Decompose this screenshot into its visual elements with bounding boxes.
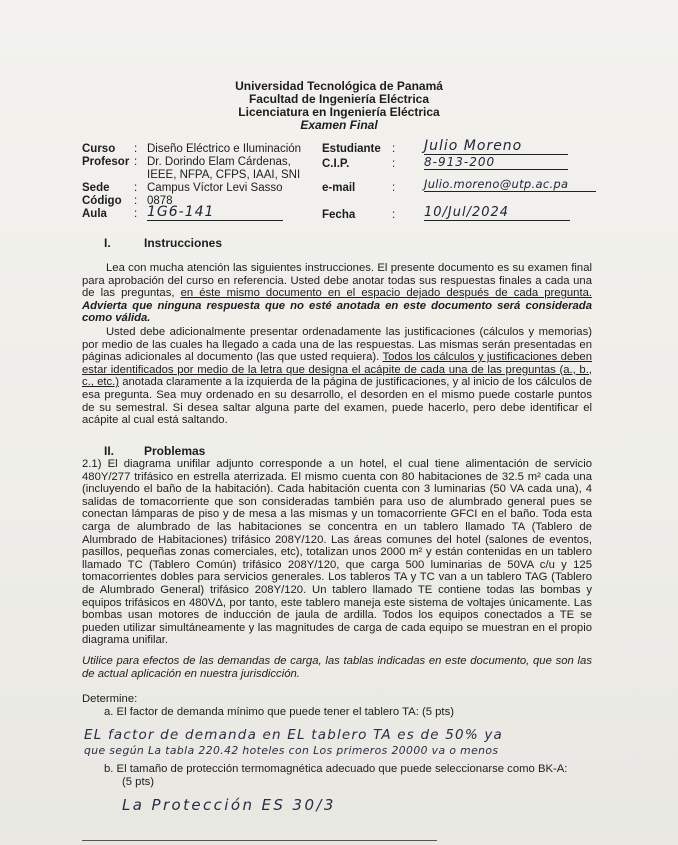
question-a: a. El factor de demanda mínimo que puede tener el tablero TA: (5 pts) — [104, 706, 454, 718]
estudiante-field[interactable]: Julio Moreno — [424, 139, 568, 155]
answer-a-line-2[interactable] — [84, 744, 498, 757]
profesor-name: Dr. Dorindo Elam Cárdenas, — [147, 156, 291, 168]
section-number: I. — [104, 236, 111, 250]
cip-label: C.I.P. — [322, 158, 350, 170]
problem-statement: 2.1) El diagrama unifilar adjunto corresponde a un hotel, el cual tiene alimentación de servicio 480Y/277 trifásico en estrella aterrizada. El mismo cuenta con 80 habitaciones de 32.5 m² cada una (incluyendo el baño de la habitación). Cada habitación cuenta con 3 luminarias (50 VA cada una), 4 salidas de tomacorriente que son consideradas también para uso de alumbrado general pues se conectan lámparas de piso y de mesa a las mismas y un tomacorriente GFCI en el baño. Toda esta carga de alumbrado de las habitaciones se concentra en un tablero llamado TA (Tablero de Alumbrado de Habitaciones) trifásico 208Y/120. Las áreas comunes del hotel (salones de eventos, pasillos, pequeñas zonas comerciales, etc), totalizan unos 2000 m² y están contenidas en un tablero llamado TC (Tablero Común) trifásico 208Y/120, que carga 500 luminarias de 50VA c/u y 125 tomacorrientes dobles para servicios generales. Los tableros TA y TC van a un tablero TAG (Tablero de Alumbrado General) trifásico 208Y/120. Un tablero llamado TE contiene todas las bombas y equipos trifásicos en 480VΔ, por tanto, este tablero maneja este sistema de voltajes únicamente. Las bombas usan motores de inducción de jaula de ardilla. Todos los equipos conectados a TE se pueden utilizar simultáneamente y las magnitudes de carga de cada equipo se muestran en el propio diagrama unifilar. — [82, 458, 592, 647]
answer-a-line-1[interactable]: EL factor de demanda en EL tablero TA es de 50% ya — [84, 727, 504, 743]
section-title-instrucciones: Instrucciones — [144, 236, 223, 250]
colon: : — [134, 143, 138, 155]
aula-field[interactable]: 1G6-141 — [147, 205, 283, 221]
colon: : — [392, 158, 396, 170]
question-b: b. El tamaño de protección termomagnética adecuado que puede seleccionarse como BK-A: — [104, 763, 568, 775]
instructions-underlined: en éste mismo documento en el espacio dejado después de cada pregunta. — [180, 287, 592, 300]
determine-label: Determine: — [82, 693, 138, 705]
instructions-underlined: Todos los cálculos y justificaciones deben estar identificados por medio de la letra que designa el acápite de cada una de las preguntas (a., b., c., etc.) — [82, 351, 593, 389]
curso-label: Curso — [82, 143, 116, 155]
fecha-field[interactable]: 10/Jul/2024 — [424, 205, 570, 221]
colon: : — [392, 143, 396, 155]
instructions-text: Lea con mucha atención las siguientes instrucciones. El presente documento es su examen final para aprobación del curso en referencia. Usted debe anotar todas sus respuestas finales a cada una de las preguntas, — [82, 262, 592, 300]
colon: : — [134, 195, 138, 207]
colon: : — [392, 209, 396, 221]
codigo-value: 0878 — [147, 195, 173, 207]
instructions-warning: Advierta que ninguna respuesta que no esté anotada en este documento será considerada como válida. — [82, 299, 592, 325]
sede-value: Campus Víctor Levi Sasso — [147, 182, 283, 194]
colon: : — [134, 208, 138, 220]
degree-name: Licenciatura en Ingeniería Eléctrica — [238, 105, 440, 119]
curso-value: Diseño Eléctrico e Iluminación — [147, 143, 302, 155]
university-name: Universidad Tecnológica de Panamá — [235, 79, 443, 93]
colon: : — [134, 156, 138, 168]
section-number: II. — [104, 444, 115, 458]
cip-field[interactable]: 8-913-200 — [424, 155, 568, 170]
colon: : — [392, 182, 396, 194]
answer-a-text: que según La tabla 220.42 hoteles con Los primeros 20000 va o menos — [84, 744, 499, 757]
instructions-paragraph-1 — [82, 262, 592, 325]
question-b-points: (5 pts) — [122, 776, 155, 788]
fecha-label: Fecha — [322, 209, 356, 221]
colon: : — [134, 182, 138, 194]
aula-label: Aula — [82, 208, 107, 220]
codigo-label: Código — [82, 195, 122, 207]
instructions-text: Usted debe adicionalmente presentar ordenadamente las justificaciones (cálculos y memorias) por medio de las cuales ha llegado a cada una de las respuestas. Las mismas serán presentadas en páginas adicionales al documento (las que usted requiera). — [82, 326, 592, 364]
answer-b[interactable]: La Protección ES 30/3 — [122, 796, 336, 814]
document-header — [0, 80, 678, 132]
exam-title: Examen Final — [300, 118, 378, 132]
section-title-problemas: Problemas — [144, 444, 206, 458]
signature-line — [82, 840, 437, 841]
email-label: e-mail — [322, 182, 356, 194]
email-field[interactable]: Julio.moreno@utp.ac.pa — [424, 177, 596, 192]
instructions-text: anotada claramente a la izquierda de la página de justificaciones, y al inicio de los cálculos de esa pregunta. Sea muy ordenado en su desarrollo, el desorden en el mismo puede costarle puntos de su semestral. Si desea saltar alguna parte del examen, puede hacerlo, pero debe identificar el acápite al cual está saltando. — [82, 376, 592, 427]
profesor-label: Profesor — [82, 156, 130, 168]
estudiante-label: Estudiante — [322, 143, 381, 155]
sede-label: Sede — [82, 182, 110, 194]
instructions-paragraph-2 — [82, 326, 592, 427]
faculty-name: Facultad de Ingeniería Eléctrica — [248, 92, 430, 106]
problem-note: Utilice para efectos de las demandas de carga, las tablas indicadas en este documento, que son las de actual aplicación en nuestra jurisdicción. — [82, 655, 592, 680]
profesor-credentials: IEEE, NFPA, CFPS, IAAI, SNI — [147, 169, 301, 181]
